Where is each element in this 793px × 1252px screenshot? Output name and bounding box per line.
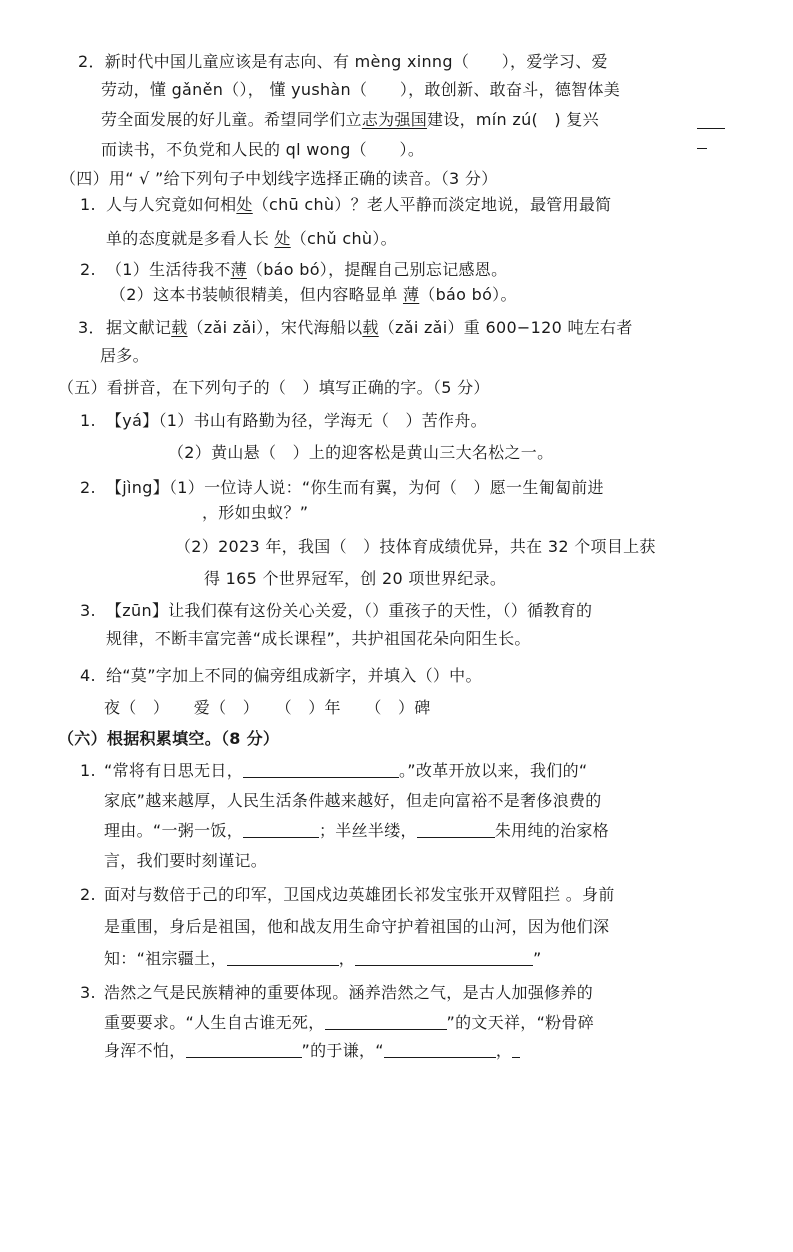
answer-blank[interactable] [227, 949, 339, 966]
item-text: （1）生活待我不 [106, 260, 231, 279]
underlined-char: 处 [236, 195, 253, 214]
answer-blank [697, 128, 725, 129]
divider-mark [697, 148, 707, 149]
item-text: 家底”越来越厚，人民生活条件越来越好，但走向富裕不是奢侈浪费的 [104, 791, 602, 810]
question-text: 劳全面发展的好儿童。希望同学们立 [101, 110, 362, 129]
item-text: 面对与数倍于己的印军，卫国戍边英雄团长祁发宝张开双臂阻拦 。身前 [104, 885, 615, 904]
item-number: 3． [78, 318, 105, 337]
question-text: 新时代中国儿童应该是有志向、有 mèng xinng（ ），爱学习、爱 [104, 52, 608, 71]
item-text: ， [495, 1041, 513, 1060]
item-number: 1. [80, 761, 96, 780]
answer-blank[interactable] [243, 761, 399, 778]
item-text: 重要要求。“人生自古谁无死， [104, 1013, 325, 1032]
underlined-char: 载 [362, 318, 379, 337]
question-text: 劳动，懂 gǎněn（）， 懂 yushàn（ ），敢创新、敢奋斗，德智体美 [101, 80, 621, 99]
item-number: 1. [80, 411, 96, 430]
item-text: 【jìng】（1）一位诗人说：“你生而有翼，为何（ ）愿一生匍匐前进 [106, 478, 604, 497]
item-text: 【yá】（1）书山有路勤为径，学海无（ ）苦作舟。 [106, 411, 487, 430]
item-number: 2. [80, 260, 96, 279]
item-text: 理由。“一粥一饭， [104, 821, 243, 840]
item-text: 规律，不断丰富完善“成长课程”，共护祖国花朵向阳生长。 [106, 629, 531, 648]
item-text: ”的于谦，“ [301, 1041, 384, 1060]
item-text: （zǎi zǎi），宋代海船以 [187, 318, 363, 337]
item-text: 知：“祖宗疆土， [104, 949, 227, 968]
item-text: ；半丝半缕， [319, 821, 417, 840]
item-number: 2. [80, 885, 96, 904]
item-number: 3. [80, 983, 96, 1002]
item-text: 朱用纯的治家格 [494, 821, 609, 840]
answer-blank[interactable] [243, 821, 319, 838]
item-text: （chǔ chù）。 [290, 229, 397, 248]
item-text: 【zūn】让我们葆有这份关心关爱，（）重孩子的天性，（）循教育的 [106, 601, 593, 620]
question-number: 2． [78, 52, 105, 71]
item-text: 据文献记 [106, 318, 172, 337]
question-text: 而读书，不负党和人民的 ql wong（ ）。 [101, 140, 425, 159]
item-text: 得 165 个世界冠军，创 20 项世界纪录。 [204, 569, 507, 588]
item-text: （báo bó），提醒自己别忘记感恩。 [246, 260, 508, 279]
item-text: （chū chù）？老人平静而淡定地说，最管用最简 [252, 195, 612, 214]
item-text: ” [533, 949, 542, 968]
answer-blank[interactable] [325, 1013, 447, 1030]
answer-blank[interactable] [417, 821, 495, 838]
answer-blank[interactable] [512, 1041, 520, 1058]
section-header: （四）用“ √ ”给下列句子中划线字选择正确的读音。（3 分） [60, 169, 498, 188]
item-text: 单的态度就是多看人长 [106, 229, 275, 248]
item-text: 身浑不怕， [104, 1041, 186, 1060]
underlined-char: 薄 [402, 285, 420, 304]
question-text: 建设，mín zú( ) 复兴 [427, 110, 599, 129]
item-number: 1. [80, 195, 96, 214]
item-number: 4. [80, 666, 96, 685]
item-text: 是重围，身后是祖国，他和战友用生命守护着祖国的山河，因为他们深 [104, 917, 610, 936]
item-number: 3. [80, 601, 96, 620]
item-text: 言，我们要时刻谨记。 [104, 851, 268, 870]
answer-blank[interactable] [355, 949, 533, 966]
section-header: （六）根据积累填空。（8 分） [58, 729, 280, 748]
item-number: 2. [80, 478, 96, 497]
item-text: （2）这本书装帧很精美，但内容略显单 [110, 285, 403, 304]
item-text: （2）2023 年，我国（ ）技体育成绩优异，共在 32 个项目上获 [175, 537, 656, 556]
section-header: （五）看拼音，在下列句子的（ ）填写正确的字。（5 分） [58, 378, 490, 397]
item-text: “常将有日思无日， [104, 761, 243, 780]
item-text: 夜（ ） 爱（ ） （ ）年 （ ）碑 [104, 698, 431, 717]
underlined-char: 薄 [230, 260, 247, 279]
underlined-word: 志为强国 [361, 110, 428, 129]
item-text: 浩然之气是民族精神的重要体现。涵养浩然之气，是古人加强修养的 [104, 983, 594, 1002]
answer-blank[interactable] [384, 1041, 496, 1058]
underlined-char: 载 [171, 318, 188, 337]
answer-blank[interactable] [186, 1041, 302, 1058]
item-text: ，形如虫蚁？” [202, 503, 309, 522]
item-text: 。”改革开放以来，我们的“ [399, 761, 588, 780]
item-text: ”的文天祥，“粉骨碎 [446, 1013, 595, 1032]
item-text: （zǎi zǎi）重 600−120 吨左右者 [378, 318, 633, 337]
item-text: 给“莫”字加上不同的偏旁组成新字，并填入（）中。 [106, 666, 482, 685]
item-text: 人与人究竟如何相 [106, 195, 237, 214]
item-text: 居多。 [100, 346, 149, 365]
item-text: （2）黄山悬（ ）上的迎客松是黄山三大名松之一。 [168, 443, 554, 462]
item-text: ， [338, 949, 356, 968]
underlined-char: 处 [274, 229, 291, 248]
item-text: （báo bó）。 [419, 285, 517, 304]
